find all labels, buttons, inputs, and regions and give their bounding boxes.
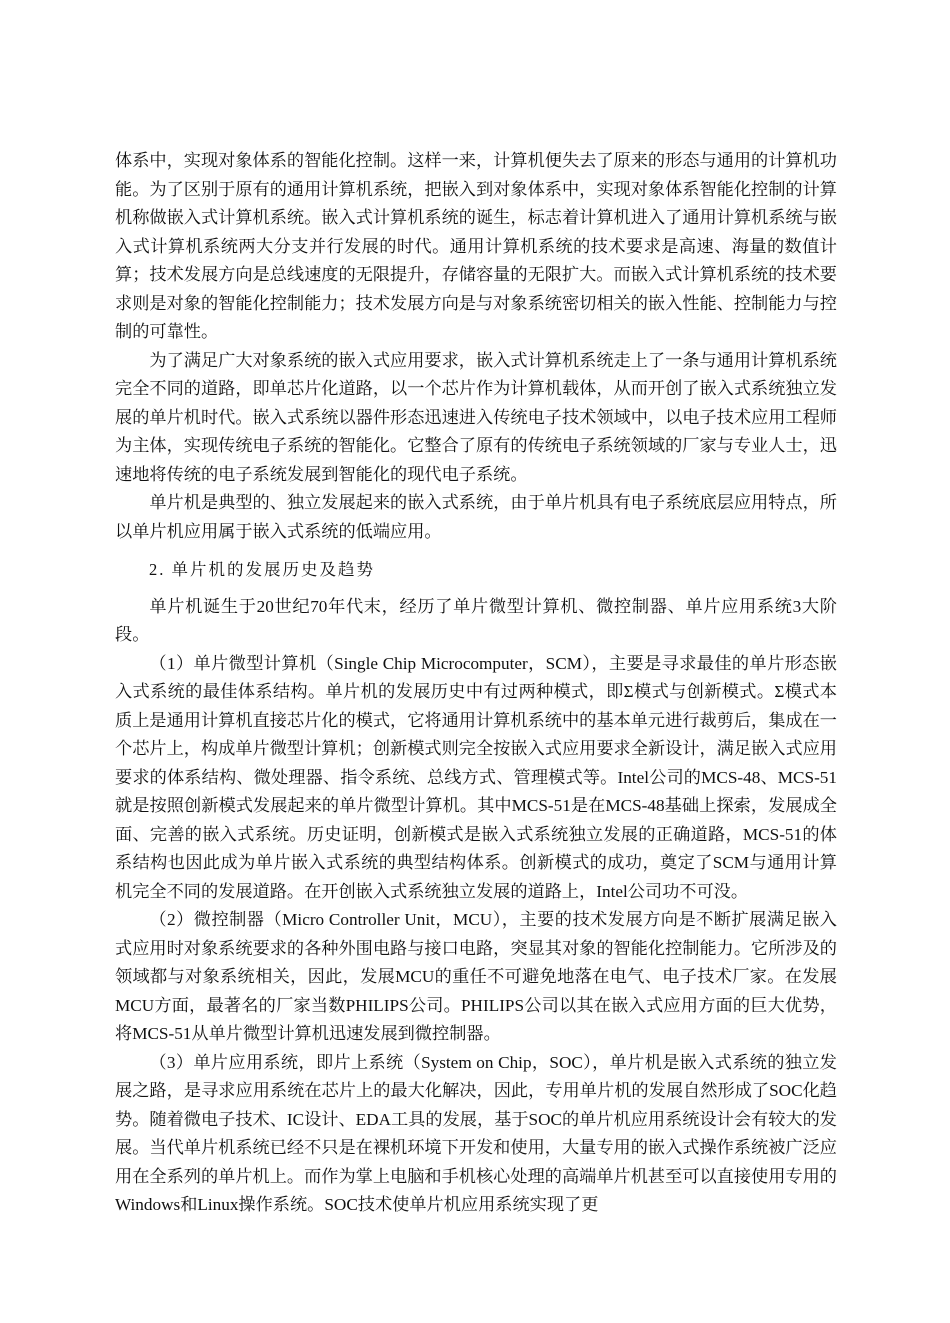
paragraph-single-chip-road: 为了满足广大对象系统的嵌入式应用要求，嵌入式计算机系统走上了一条与通用计算机系统完全不同的道路，即单芯片化道路，以一个芯片作为计算机载体，从而开创了嵌入式系统独立发展的单片机时代。嵌入式系统以器件形态迅速进入传统电子技术领域中，以电子技术应用工程师为主体，实现传统电子系统的智能化。它整合了原有的传统电子系统领域的厂家与专业人士，迅速地将传统的电子系统发展到智能化的现代电子系统。 [115, 350, 837, 484]
section-heading: 2. 单片机的发展历史及趋势 [149, 560, 375, 579]
document-body [115, 147, 837, 1220]
paragraph-history-intro: 单片机诞生于20世纪70年代末，经历了单片微型计算机、微控制器、单片应用系统3大阶段。 [115, 596, 837, 644]
paragraph-mcu: （2）微控制器（Micro Controller Unit，MCU），主要的技术发展方向是不断扩展满足嵌入式应用时对象系统要求的各种外围电路与接口电路，突显其对象的智能化控制能力。它所涉及的领域都与对象系统相关，因此，发展MCU的重任不可避免地落在电气、电子技术厂家。在发展MCU方面，最著名的厂家当数PHILIPS公司。PHILIPS公司以其在嵌入式应用方面的巨大优势，将MCS-51从单片微型计算机迅速发展到微控制器。 [115, 910, 837, 1043]
paragraph-mcu-definition: 单片机是典型的、独立发展起来的嵌入式系统，由于单片机具有电子系统底层应用特点，所以单片机应用属于嵌入式系统的低端应用。 [115, 493, 837, 541]
paragraph-continuation: 体系中，实现对象体系的智能化控制。这样一来，计算机便失去了原来的形态与通用的计算机功能。为了区别于原有的通用计算机系统，把嵌入到对象体系中，实现对象体系智能化控制的计算机称做嵌入式计算机系统。嵌入式计算机系统的诞生，标志着计算机进入了通用计算机系统与嵌入式计算机系统两大分支并行发展的时代。通用计算机系统的技术要求是高速、海量的数值计算；技术发展方向是总线速度的无限提升，存储容量的无限扩大。而嵌入式计算机系统的技术要求则是对象的智能化控制能力；技术发展方向是与对象系统密切相关的嵌入性能、控制能力与控制的可靠性。 [115, 151, 837, 341]
paragraph-soc: （3）单片应用系统，即片上系统（System on Chip，SOC），单片机是嵌入式系统的独立发展之路，是寻求应用系统在芯片上的最大化解决，因此，专用单片机的发展自然形成了SOC化趋势。随着微电子技术、IC设计、EDA工具的发展，基于SOC的单片机应用系统设计会有较大的发展。当代单片机系统已经不只是在裸机环境下开发和使用，大量专用的嵌入式操作系统被广泛应用在全系列的单片机上。而作为掌上电脑和手机核心处理的高端单片机甚至可以直接使用专用的Windows和Linux操作系统。SOC技术使单片机应用系统实现了更 [115, 1052, 837, 1214]
paragraph-scm: （1）单片微型计算机（Single Chip Microcomputer，SCM），主要是寻求最佳的单片形态嵌入式系统的最佳体系结构。单片机的发展历史中有过两种模式，即Σ模式与创新模式。Σ模式本质上是通用计算机直接芯片化的模式，它将通用计算机系统中的基本单元进行裁剪后，集成在一个芯片上，构成单片微型计算机；创新模式则完全按嵌入式应用要求全新设计，满足嵌入式应用要求的体系结构、微处理器、指令系统、总线方式、管理模式等。Intel公司的MCS-48、MCS-51就是按照创新模式发展起来的单片微型计算机。其中MCS-51是在MCS-48基础上探索，发展成全面、完善的嵌入式系统。历史证明，创新模式是嵌入式系统独立发展的正确道路，MCS-51的体系结构也因此成为单片嵌入式系统的典型结构体系。创新模式的成功，奠定了SCM与通用计算机完全不同的发展道路。在开创嵌入式系统独立发展的道路上，Intel公司功不可没。 [115, 653, 837, 901]
